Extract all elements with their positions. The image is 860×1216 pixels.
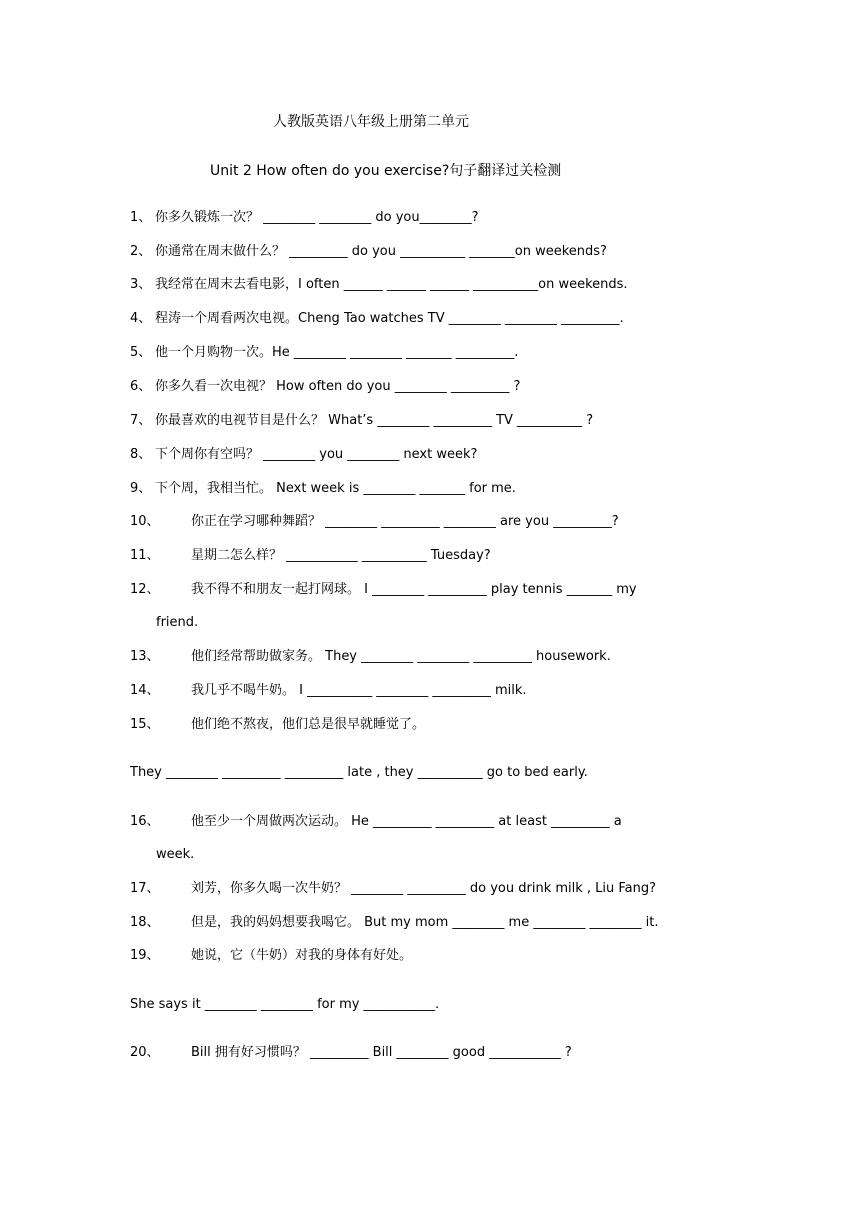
question-text: Bill 拥有好习惯吗？ _________ Bill ________ good ___________ ? bbox=[191, 1045, 572, 1060]
question-text: 下个周你有空吗？ ________ you ________ next week? bbox=[155, 447, 478, 462]
question-text: She says it ________ ________ for my ___________. bbox=[130, 997, 440, 1012]
question-text: 她说，它（牛奶）对我的身体有好处。 bbox=[191, 948, 413, 963]
question-number: 6、 bbox=[130, 379, 152, 394]
question-text: 你正在学习哪种舞蹈？ ________ _________ ________ are you _________? bbox=[191, 514, 619, 529]
question-number: 13、 bbox=[130, 649, 160, 664]
question-8 bbox=[130, 446, 477, 464]
question-20 bbox=[130, 1044, 572, 1062]
question-text: 你通常在周末做什么？ _________ do you __________ _______on weekends? bbox=[155, 244, 607, 259]
question-text: 刘芳，你多久喝一次牛奶？ ________ _________ do you drink milk , Liu Fang? bbox=[191, 881, 657, 896]
question-number: 10、 bbox=[130, 514, 160, 529]
question-number: 12、 bbox=[130, 582, 160, 597]
question-text: 他们绝不熬夜，他们总是很早就睡觉了。 bbox=[191, 717, 426, 732]
question-number: 8、 bbox=[130, 447, 152, 462]
question-number: 14、 bbox=[130, 683, 160, 698]
question-text: 他们经常帮助做家务。 They ________ ________ _________ housework. bbox=[191, 649, 611, 664]
question-16-continuation: week. bbox=[156, 847, 195, 862]
question-number: 11、 bbox=[130, 548, 160, 563]
question-1 bbox=[130, 209, 479, 227]
question-text: 我几乎不喝牛奶。 I __________ ________ _________ milk. bbox=[191, 683, 527, 698]
question-19-answer bbox=[130, 996, 439, 1014]
question-18 bbox=[130, 914, 658, 932]
worksheet-title: 人教版英语八年级上册第二单元 bbox=[273, 114, 469, 130]
question-number: 15、 bbox=[130, 717, 160, 732]
question-text: They ________ _________ _________ late , they __________ go to bed early. bbox=[130, 765, 588, 780]
question-text: 程涛一个周看两次电视。Cheng Tao watches TV ________ ________ _________. bbox=[155, 311, 624, 326]
question-text: 但是，我的妈妈想要我喝它。 But my mom ________ me ________ ________ it. bbox=[191, 915, 659, 930]
question-text: 你最喜欢的电视节目是什么？ What’s ________ _________ TV __________ ? bbox=[155, 413, 594, 428]
question-number: 9、 bbox=[130, 481, 152, 496]
question-text: 你多久看一次电视？ How often do you ________ _________ ? bbox=[155, 379, 521, 394]
question-text: 你多久锻炼一次？ ________ ________ do you________? bbox=[155, 210, 479, 225]
question-14 bbox=[130, 682, 527, 700]
question-text: 星期二怎么样？ ___________ __________ Tuesday? bbox=[191, 548, 491, 563]
question-15-answer bbox=[130, 764, 588, 782]
question-number: 3、 bbox=[130, 277, 152, 292]
question-3 bbox=[130, 276, 628, 294]
question-number: 7、 bbox=[130, 413, 152, 428]
question-4 bbox=[130, 310, 624, 328]
question-number: 4、 bbox=[130, 311, 152, 326]
worksheet-subtitle: Unit 2 How often do you exercise?句子翻译过关检测 bbox=[210, 163, 562, 179]
question-text: 我经常在周末去看电影，I often ______ ______ ______ __________on weekends. bbox=[155, 277, 628, 292]
question-19 bbox=[130, 947, 412, 965]
question-text: 下个周，我相当忙。 Next week is ________ _______ for me. bbox=[155, 481, 516, 496]
question-12 bbox=[130, 581, 637, 599]
question-number: 19、 bbox=[130, 948, 160, 963]
question-number: 18、 bbox=[130, 915, 160, 930]
question-10 bbox=[130, 513, 619, 531]
question-number: 20、 bbox=[130, 1045, 160, 1060]
question-text: 我不得不和朋友一起打网球。 I ________ _________ play tennis _______ my bbox=[191, 582, 637, 597]
question-12-continuation: friend. bbox=[156, 615, 199, 630]
question-text: 他一个月购物一次。He ________ ________ _______ _________. bbox=[155, 345, 519, 360]
question-number: 16、 bbox=[130, 814, 160, 829]
question-11 bbox=[130, 547, 491, 565]
question-15 bbox=[130, 716, 425, 734]
question-2 bbox=[130, 243, 607, 261]
question-number: 2、 bbox=[130, 244, 152, 259]
question-number: 17、 bbox=[130, 881, 160, 896]
question-number: 5、 bbox=[130, 345, 152, 360]
question-6 bbox=[130, 378, 520, 396]
question-13 bbox=[130, 648, 611, 666]
question-17 bbox=[130, 880, 656, 898]
question-9 bbox=[130, 480, 516, 498]
question-number: 1、 bbox=[130, 210, 152, 225]
question-7 bbox=[130, 412, 593, 430]
question-text: 他至少一个周做两次运动。 He _________ _________ at least _________ a bbox=[191, 814, 622, 829]
question-16 bbox=[130, 813, 622, 831]
question-5 bbox=[130, 344, 518, 362]
